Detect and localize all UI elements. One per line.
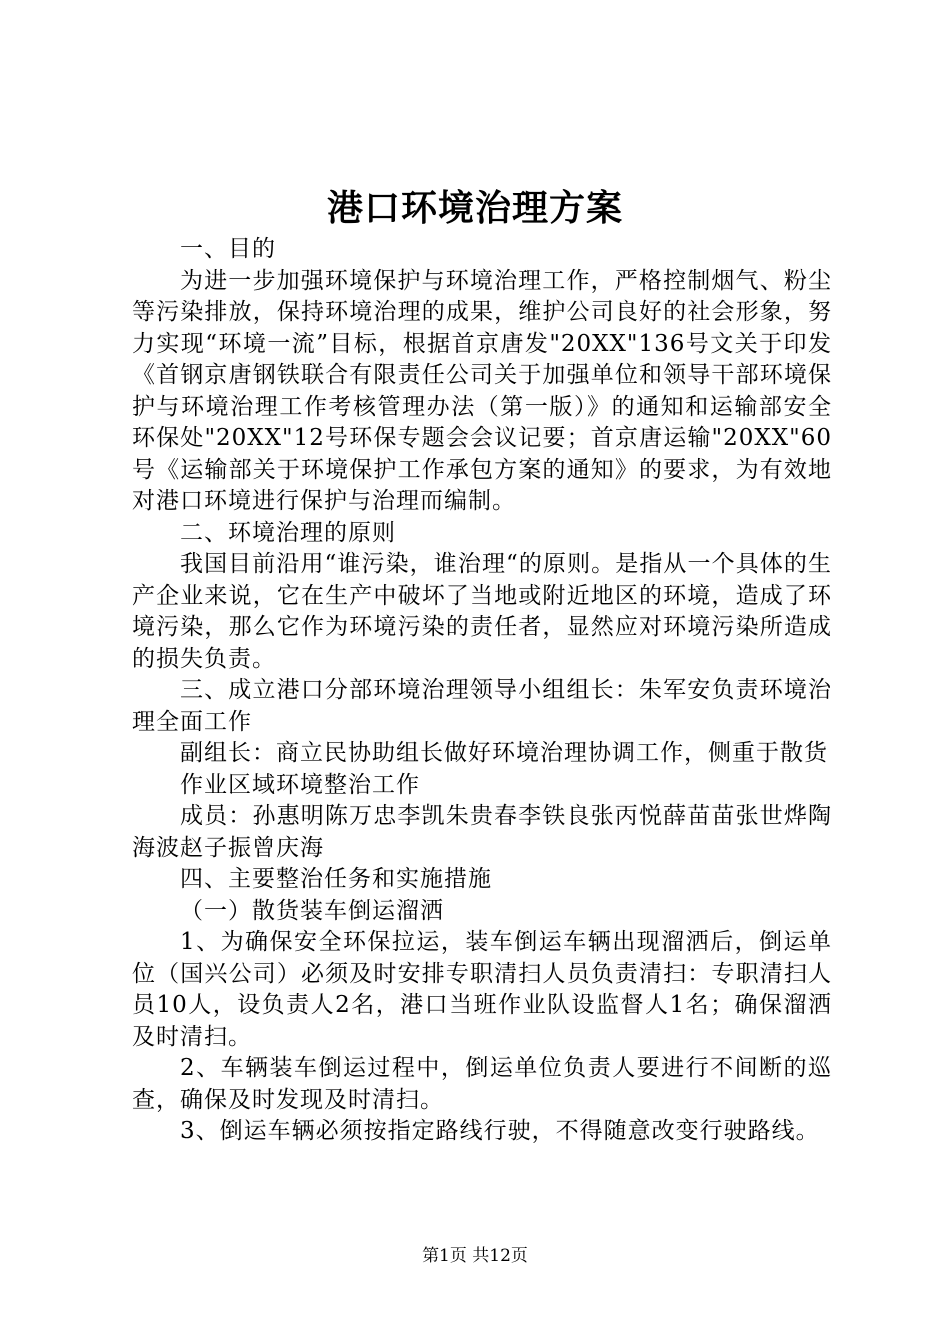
paragraph-work-area: 作业区域环境整治工作 (180, 771, 420, 798)
page-footer: 第1页 共12页 (422, 1246, 528, 1266)
paragraph-item-3: 3、倒运车辆必须按指定路线行驶，不得随意改变行驶路线。 (180, 1118, 820, 1144)
document-body (132, 234, 832, 1148)
section-heading-purpose: 一、目的 (180, 236, 276, 262)
section-heading-principle: 二、环境治理的原则 (180, 519, 396, 546)
paragraph-deputy-leader: 副组长：商立民协助组长做好环境治理协调工作，侧重于散货 (180, 740, 828, 766)
section-heading-tasks: 四、主要整治任务和实施措施 (180, 866, 492, 892)
paragraph-item-2: 2、车辆装车倒运过程中，倒运单位负责人要进行不间断的巡查，确保及时发现及时清扫。 (132, 1055, 832, 1113)
paragraph-principle: 我国目前沿用“谁污染，谁治理“的原则。是指从一个具体的生产企业来说，它在生产中破坏了当地或附近地区的环境，造成了环境污染，那么它作为环境污染的责任者，显然应对环境污染所造成的损失负责。 (132, 551, 832, 672)
paragraph-members: 成员：孙惠明陈万忠李凯朱贵春李铁良张丙悦薛苗苗张世烨陶海波赵子振曾庆海 (132, 803, 832, 861)
section-heading-group: 三、成立港口分部环境治理领导小组组长：朱军安负责环境治理全面工作 (132, 677, 832, 735)
subsection-heading-bulk: （一）散货装车倒运溜洒 (180, 897, 444, 924)
paragraph-item-1: 1、为确保安全环保拉运，装车倒运车辆出现溜洒后，倒运单位（国兴公司）必须及时安排专职清扫人员负责清扫：专职清扫人员10人，设负责人2名，港口当班作业队设监督人1名；确保溜洒及时清扫。 (132, 929, 832, 1050)
document-title: 港口环境治理方案 (326, 187, 623, 229)
paragraph-purpose: 为进一步加强环境保护与环境治理工作，严格控制烟气、粉尘等污染排放，保持环境治理的成果，维护公司良好的社会形象，努力实现“环境一流”目标，根据首京唐发"20XX"136号文关于印发《首钢京唐钢铁联合有限责任公司关于加强单位和领导干部环境保护与环境治理工作考核管理办法（第一版）》的通知和运输部安全环保处"20XX"12号环保专题会会议记要；首京唐运输"20XX"60号《运输部关于环境保护工作承包方案的通知》的要求，为有效地对港口环境进行保护与治理而编制。 (132, 267, 832, 514)
